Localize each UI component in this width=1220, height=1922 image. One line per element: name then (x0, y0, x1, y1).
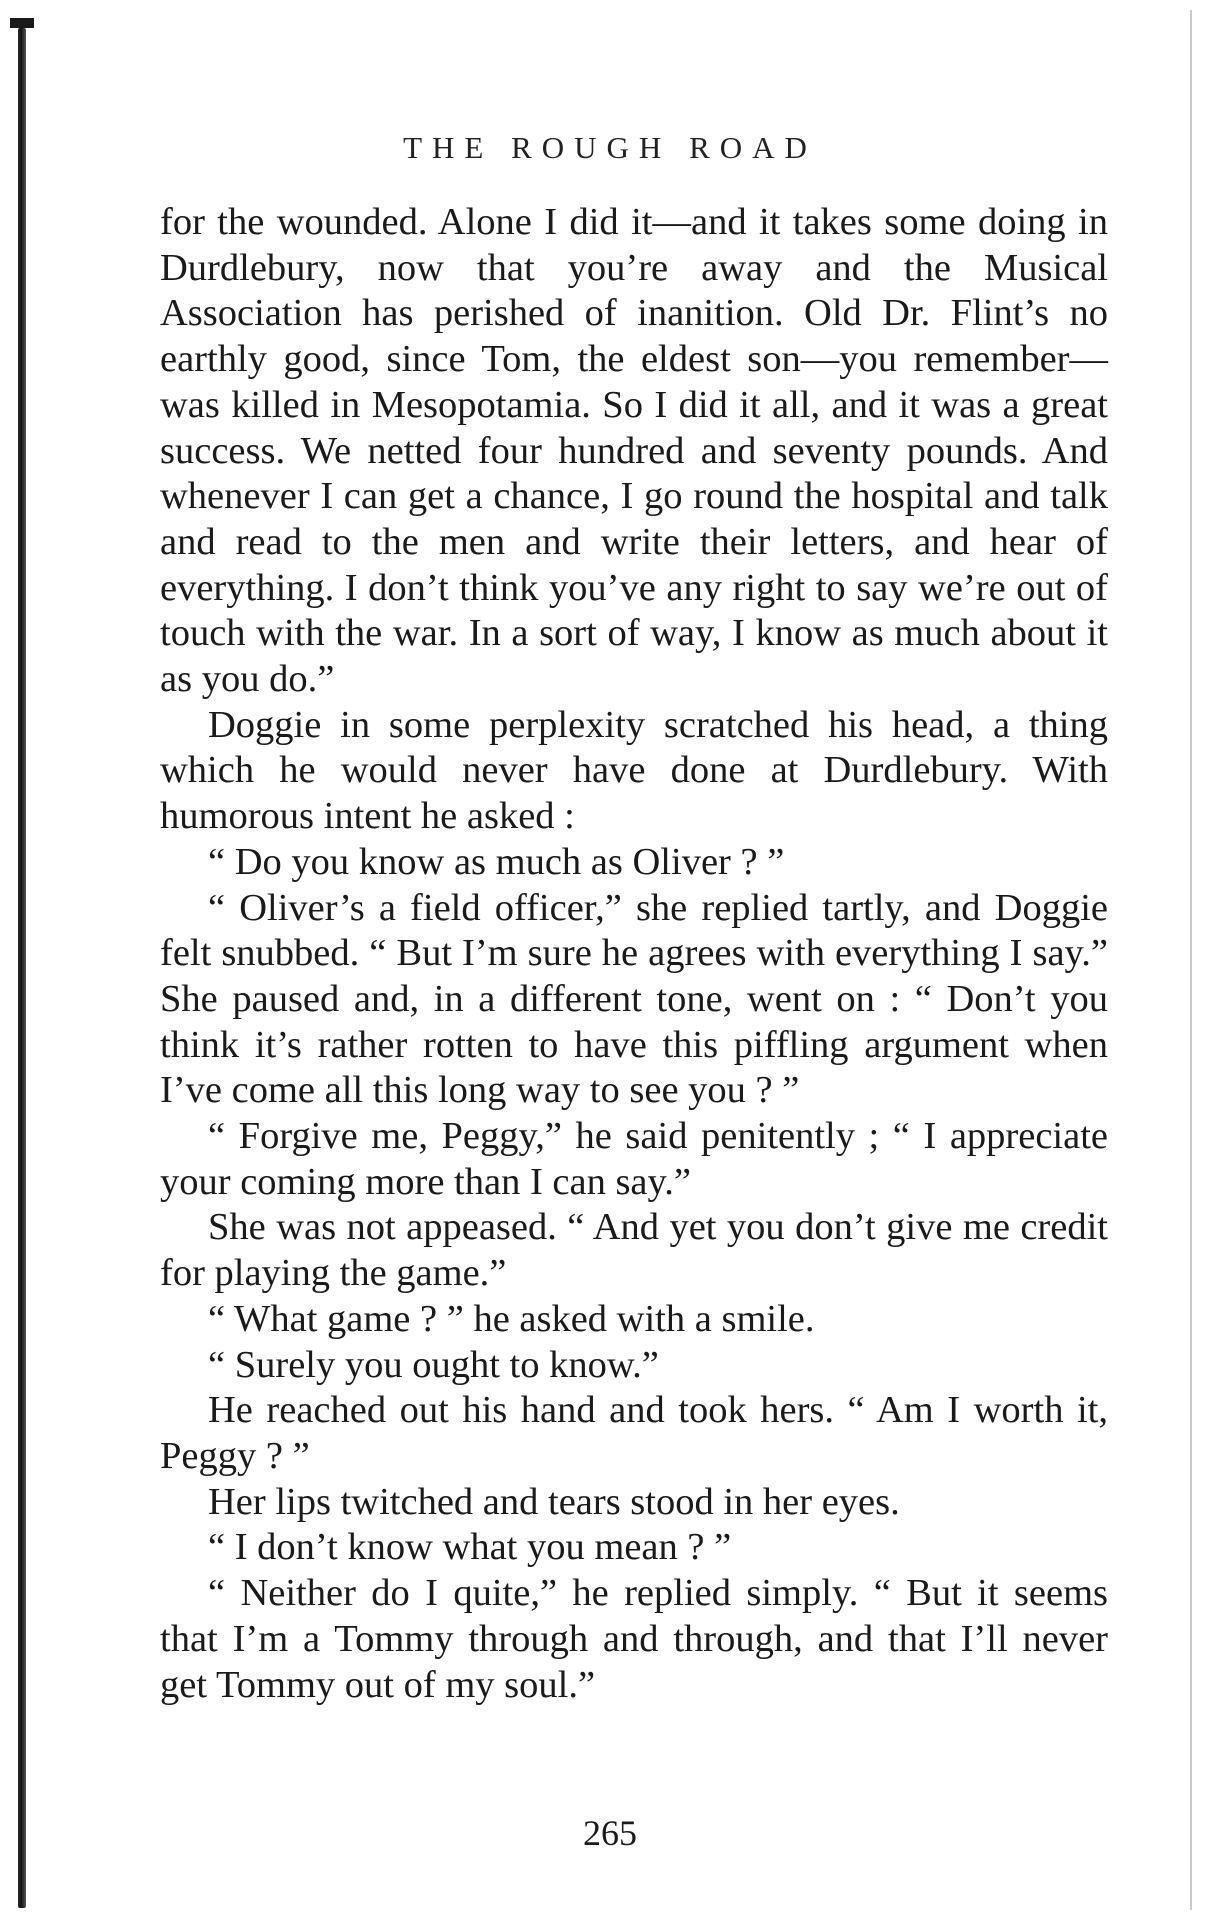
binding-edge (18, 28, 26, 1908)
page-number: 265 (583, 1813, 637, 1853)
paragraph: Her lips twitched and tears stood in her eyes. (208, 1480, 900, 1523)
body-text (160, 200, 1108, 1708)
paragraph: “ Forgive me, Peggy,” he said penitently ; “ I appreciate your coming more than I can say.” (160, 1115, 1108, 1203)
page-edge-rule (1190, 10, 1192, 1910)
running-head: THE ROUGH ROAD (403, 130, 817, 165)
paragraph: “ What game ? ” he asked with a smile. (208, 1297, 815, 1340)
paragraph: She was not appeased. “ And yet you don’t give me credit for playing the game.” (160, 1206, 1108, 1295)
paragraph: for the wounded. Alone I did it—and it takes some doing in Durdlebury, now that you’re away and the Musical Association has perished of inanition. Old Dr. Flint’s no earthly good, since Tom, the eldest son—you remember—was killed in Mesopotamia. So I did it all, and it was a great success. We netted four hundred and seventy pounds. And whenever I can get a chance, I go round the hospital and talk and read to the men and write their letters, and hear of everything. I don’t think you’ve any right to say we’re out of touch with the war. In a sort of way, I know as much about it as you do.” (160, 201, 1108, 701)
paragraph: “ Do you know as much as Oliver ? ” (208, 840, 785, 883)
paragraph: “ Neither do I quite,” he replied simply. “ But it seems that I’m a Tommy through and through, and that I’ll never get Tommy out of my soul.” (160, 1572, 1108, 1706)
paragraph: “ I don’t know what you mean ? ” (208, 1526, 732, 1569)
paragraph: He reached out his hand and took hers. “ Am I worth it, Peggy ? ” (160, 1389, 1108, 1477)
paragraph: “ Surely you ought to know.” (208, 1343, 659, 1386)
paragraph: “ Oliver’s a field officer,” she replied tartly, and Doggie felt snubbed. “ But I’m sure he agrees with everything I say.” She paused and, in a different tone, went on : “ Don’t you think it’s rather rotten to have this piffling argument when I’ve come all this long way to see you ? ” (160, 886, 1108, 1112)
binding-mark (10, 18, 34, 28)
paragraph: Doggie in some perplexity scratched his head, a thing which he would never have done at Durdlebury. With humorous intent he asked : (160, 703, 1108, 838)
